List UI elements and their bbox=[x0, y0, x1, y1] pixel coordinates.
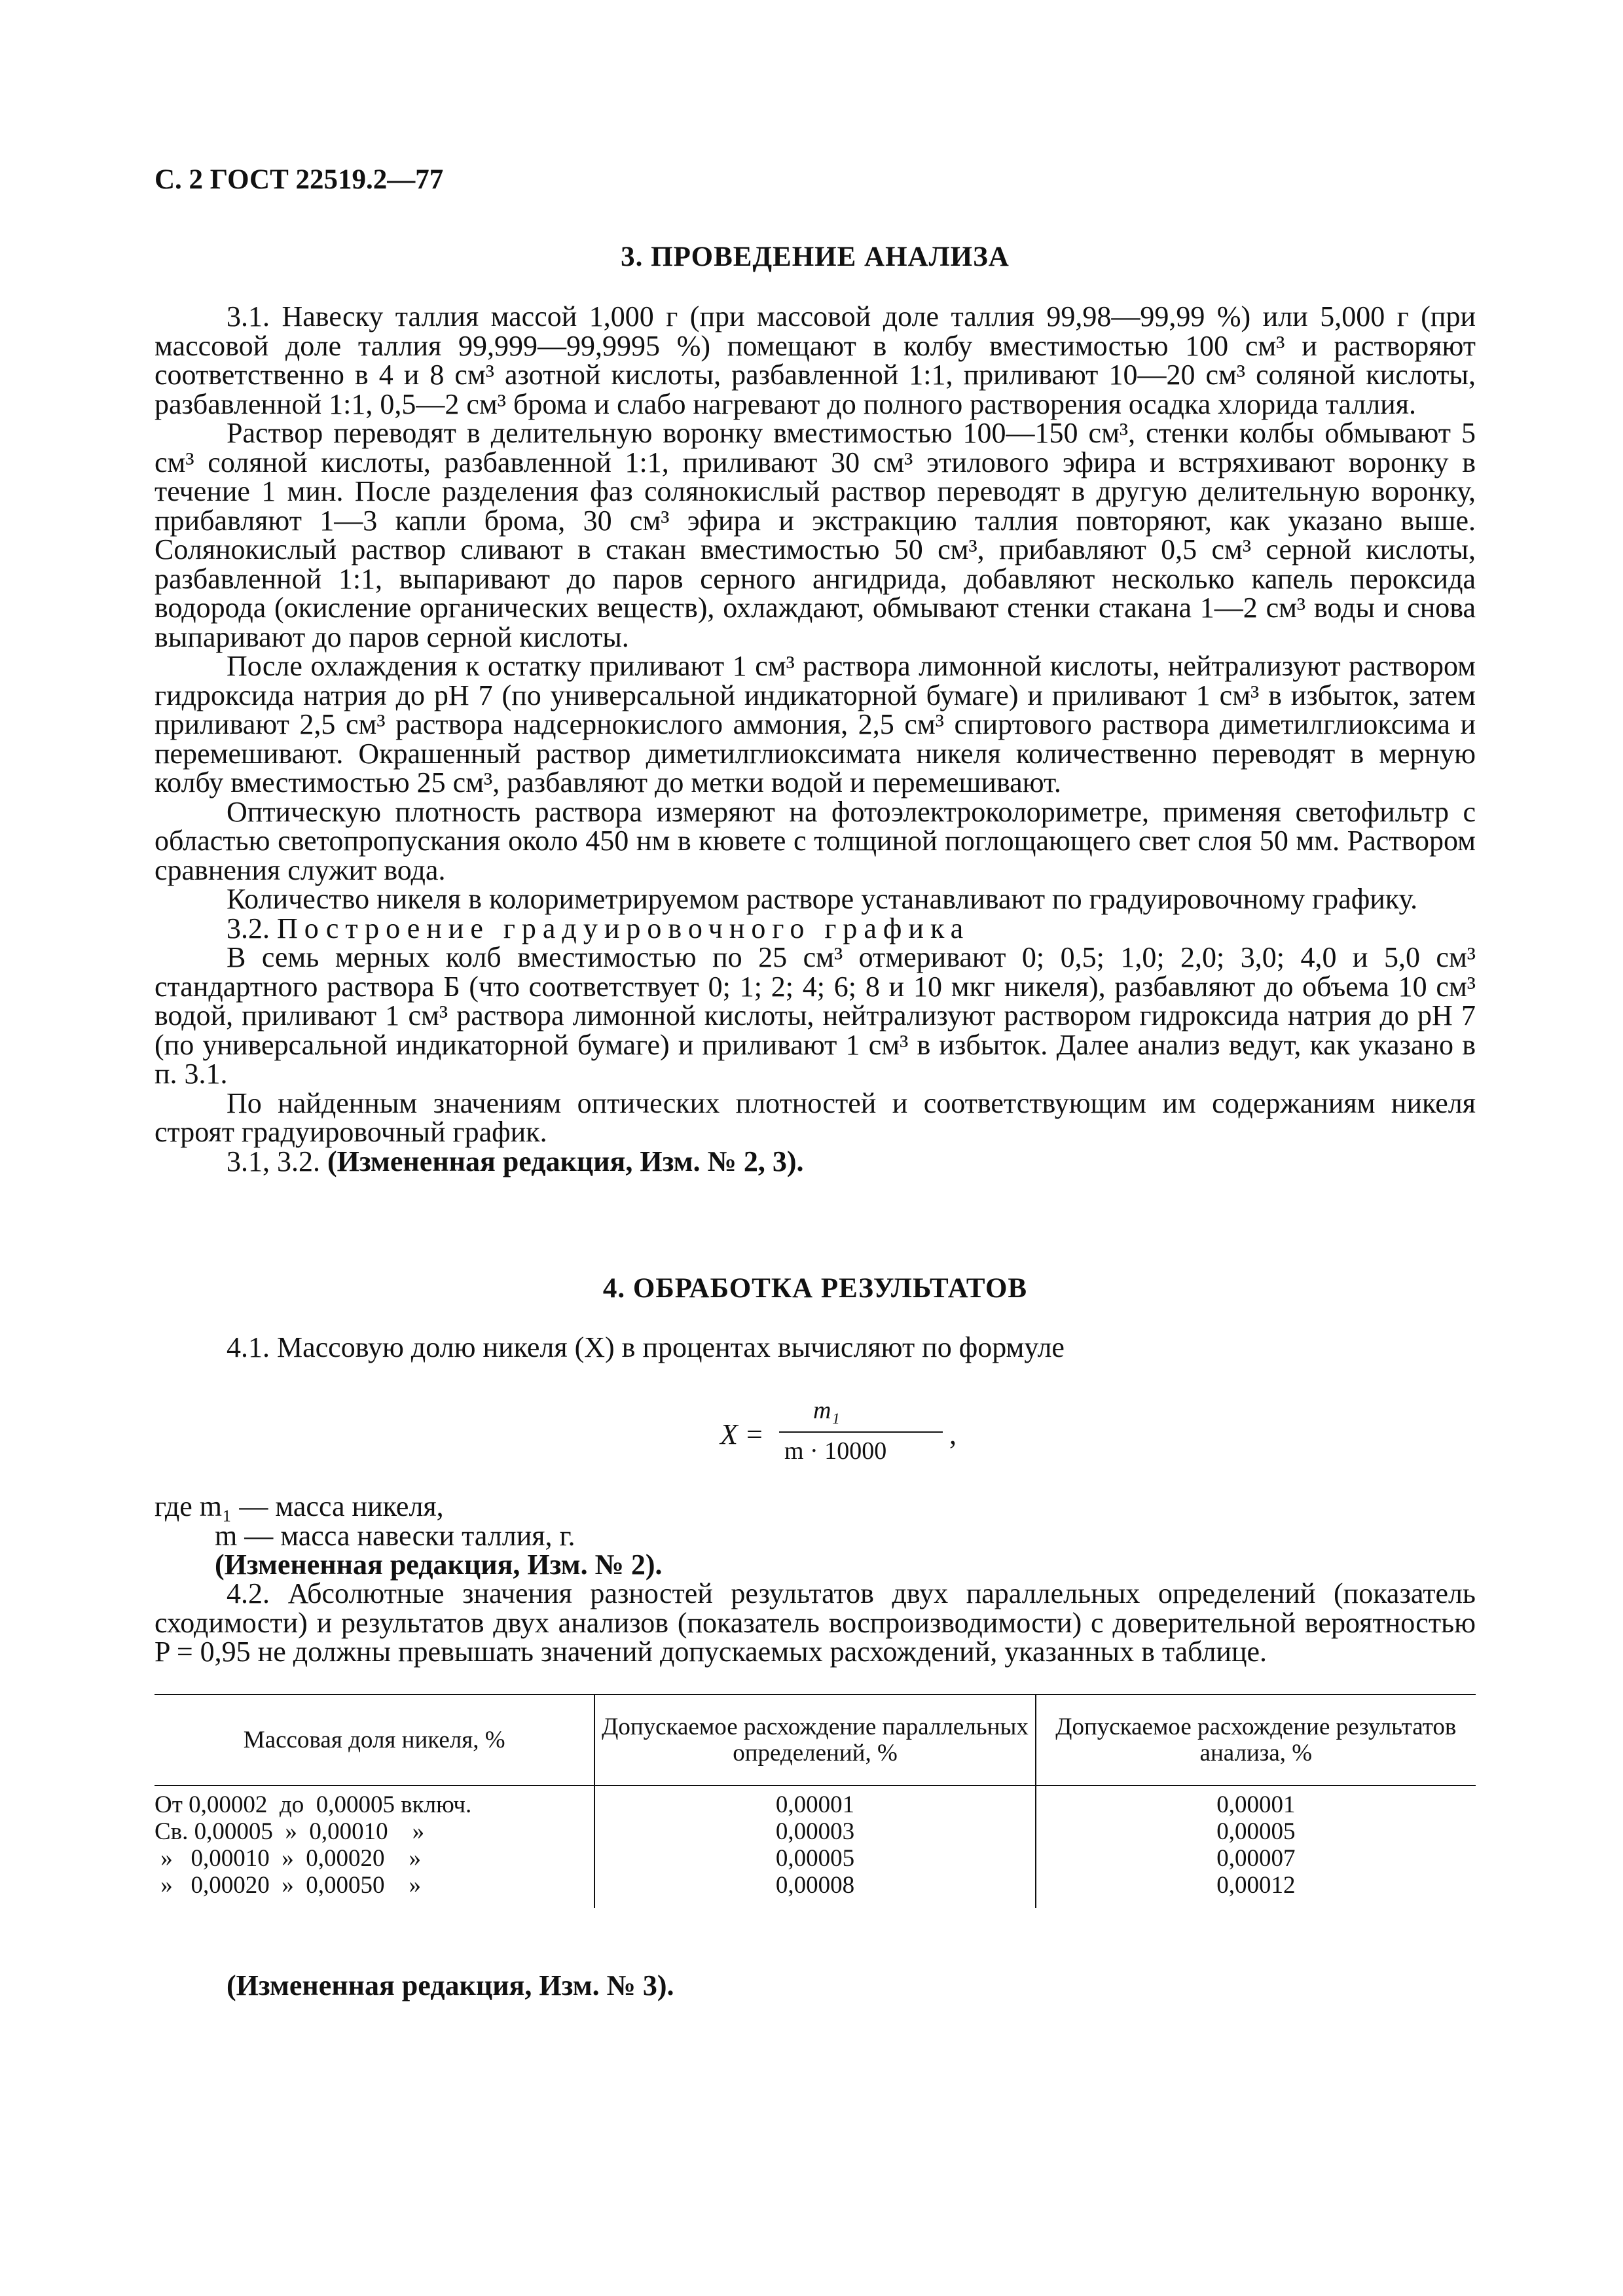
table-column-analysis bbox=[1036, 1786, 1476, 1908]
table-column-fraction bbox=[155, 1786, 594, 1908]
table-cell: 0,00001 bbox=[775, 1791, 855, 1818]
paragraph-3-2-a: В семь мерных колб вместимостью по 25 см³ отмеривают 0; 0,5; 1,0; 2,0; 3,0; 4,0 и 5,0 см³ стандартного раствора Б (что соответствует 0; 1; 2; 4; 6; 8 и 10 мкг никеля), разбавляют до объема 10 см³ водой, приливают 1 см³ раствора лимонной кислоты, нейтрализуют раствором гидроксида натрия до pH 7 (по универсальной индикаторной бумаге) и приливают 1 см³ в избыток. Далее анализ ведут, как указано в п. 3.1. bbox=[155, 941, 1476, 1090]
table-cell: 0,00007 bbox=[1216, 1845, 1296, 1872]
table-header-cell: Массовая доля никеля, % bbox=[243, 1726, 505, 1753]
section-4-intro bbox=[155, 1333, 1476, 1363]
edit-note-2: (Измененная редакция, Изм. № 2). bbox=[215, 1549, 663, 1581]
paragraph-3-1-c: После охлаждения к остатку приливают 1 см³ раствора лимонной кислоты, нейтрализуют раствором гидроксида натрия до pH 7 (по универсальной индикаторной бумаге) и приливают 1 см³ в избыток, затем приливают 2,5 см³ раствора надсернокислого аммония, 2,5 см³ спиртового раствора диметилглиоксима и перемешивают. Окрашенный раствор диметилглиоксимата никеля количественно переводят в мерную колбу вместимостью 25 см³, разбавляют до метки водой и перемешивают. bbox=[155, 650, 1476, 798]
paragraph-4-2: 4.2. Абсолютные значения разностей результатов двух параллельных определений (показатель сходимости) и результатов двух анализов (показатель воспроизводимости) с доверительной вероятностью P = 0,95 не должны превышать значений допускаемых расхождений, указанных в таблице. bbox=[155, 1577, 1476, 1668]
formula-fraction-bar bbox=[779, 1431, 943, 1433]
formula-eq: = bbox=[746, 1418, 763, 1450]
table-cell: От 0,00002 до 0,00005 включ. bbox=[155, 1791, 472, 1818]
table-body bbox=[155, 1786, 1476, 1908]
formula-lhs: X bbox=[720, 1418, 738, 1450]
legend-line-1: где m₁ — масса никеля, bbox=[155, 1490, 444, 1522]
table-cell: 0,00001 bbox=[1216, 1791, 1296, 1818]
table-cell: 0,00005 bbox=[1216, 1818, 1296, 1845]
paragraph-3-2-number: 3.2. bbox=[227, 912, 270, 944]
paragraph-4-1: 4.1. Массовую долю никеля (X) в процентах вычисляют по формуле bbox=[227, 1331, 1065, 1363]
formula-comma: , bbox=[949, 1418, 957, 1450]
paragraph-3-2-b: По найденным значениям оптических плотностей и соответствующим им содержаниям никеля строят градуировочный график. bbox=[155, 1086, 1476, 1148]
edit-note-prefix: 3.1, 3.2. bbox=[227, 1145, 327, 1177]
table-cell: 0,00012 bbox=[1216, 1872, 1296, 1899]
table-cell: » 0,00020 » 0,00050 » bbox=[155, 1872, 421, 1899]
table-cell: 0,00005 bbox=[775, 1845, 855, 1872]
section-3-title: 3. ПРОВЕДЕНИЕ АНАЛИЗА bbox=[621, 242, 1010, 272]
table-cell: 0,00008 bbox=[775, 1872, 855, 1899]
legend-line-2: m — масса навески таллия, г. bbox=[215, 1519, 575, 1552]
formula-denominator: m · 10000 bbox=[784, 1437, 887, 1465]
paragraph-3-1-b: Раствор переводят в делительную воронку вместимостью 100—150 см³, стенки колбы обмывают 5 см³ соляной кислоты, разбавленной 1:1, приливают 30 см³ этилового эфира и встряхивают воронку в течение 1 мин. После разделения фаз солянокислый раствор переводят в другую делительную воронку, прибавляют 1—3 капли брома, 30 см³ эфира и экстракцию таллия повторяют, как указано выше. Солянокислый раствор сливают в стакан вместимостью 50 см³, прибавляют 0,5 см³ серной кислоты, разбавленной 1:1, выпаривают до паров серного ангидрида, добавляют несколько капель пероксида водорода (окисление органических веществ), охлаждают, обмывают стенки стакана 1—2 см³ воды и снова выпаривают до паров серной кислоты. bbox=[155, 417, 1476, 653]
table-cell: 0,00003 bbox=[775, 1818, 855, 1845]
tolerance-table bbox=[155, 1694, 1476, 1908]
table-cell: » 0,00010 » 0,00020 » bbox=[155, 1845, 421, 1872]
edit-note-3: (Измененная редакция, Изм. № 3). bbox=[227, 1969, 674, 2001]
table-header-cell: Допускаемое расхождение результатов анализа, % bbox=[1055, 1713, 1457, 1767]
table-column-parallel bbox=[594, 1786, 1036, 1908]
paragraph-3-1-d: Оптическую плотность раствора измеряют на фотоэлектроколориметре, применяя светофильтр с областью светопропускания около 450 нм в кювете с толщиной поглощающего свет слоя 50 мм. Раствором сравнения служит вода. bbox=[155, 795, 1476, 886]
table-cell: Св. 0,00005 » 0,00010 » bbox=[155, 1818, 425, 1845]
formula-numerator: m₁ bbox=[813, 1397, 840, 1424]
section-3-body bbox=[155, 302, 1476, 1176]
edit-note-bold: (Измененная редакция, Изм. № 2, 3). bbox=[327, 1145, 804, 1177]
formula-legend bbox=[155, 1492, 1476, 1580]
page-header: С. 2 ГОСТ 22519.2—77 bbox=[155, 164, 444, 195]
section-4-2 bbox=[155, 1579, 1476, 1667]
paragraph-3-1: 3.1. Навеску таллия массой 1,000 г (при массовой доле таллия 99,98—99,99 %) или 5,000 г (при массовой доле таллия 99,999—99,9995 %) помещают в колбу вместимостью 100 см³ и растворяют соответственно в 4 и 8 см³ азотной кислоты, разбавленной 1:1, приливают 10—20 см³ соляной кислоты, разбавленной 1:1, 0,5—2 см³ брома и слабо нагревают до полного растворения осадка хлорида таллия. bbox=[155, 300, 1476, 420]
table-header-row bbox=[155, 1695, 1476, 1786]
paragraph-3-1-e: Количество никеля в колориметрируемом растворе устанавливают по градуировочному графику. bbox=[227, 883, 1418, 915]
paragraph-3-2-heading bbox=[155, 914, 1476, 944]
section-4-title: 4. ОБРАБОТКА РЕЗУЛЬТАТОВ bbox=[602, 1273, 1028, 1304]
paragraph-edit-note-1 bbox=[155, 1147, 1476, 1177]
paragraph-3-2-title: Построение градуировочного графика bbox=[277, 912, 970, 944]
table-header-cell: Допускаемое расхождение параллельных определений, % bbox=[594, 1695, 1036, 1785]
formula bbox=[720, 1396, 982, 1468]
